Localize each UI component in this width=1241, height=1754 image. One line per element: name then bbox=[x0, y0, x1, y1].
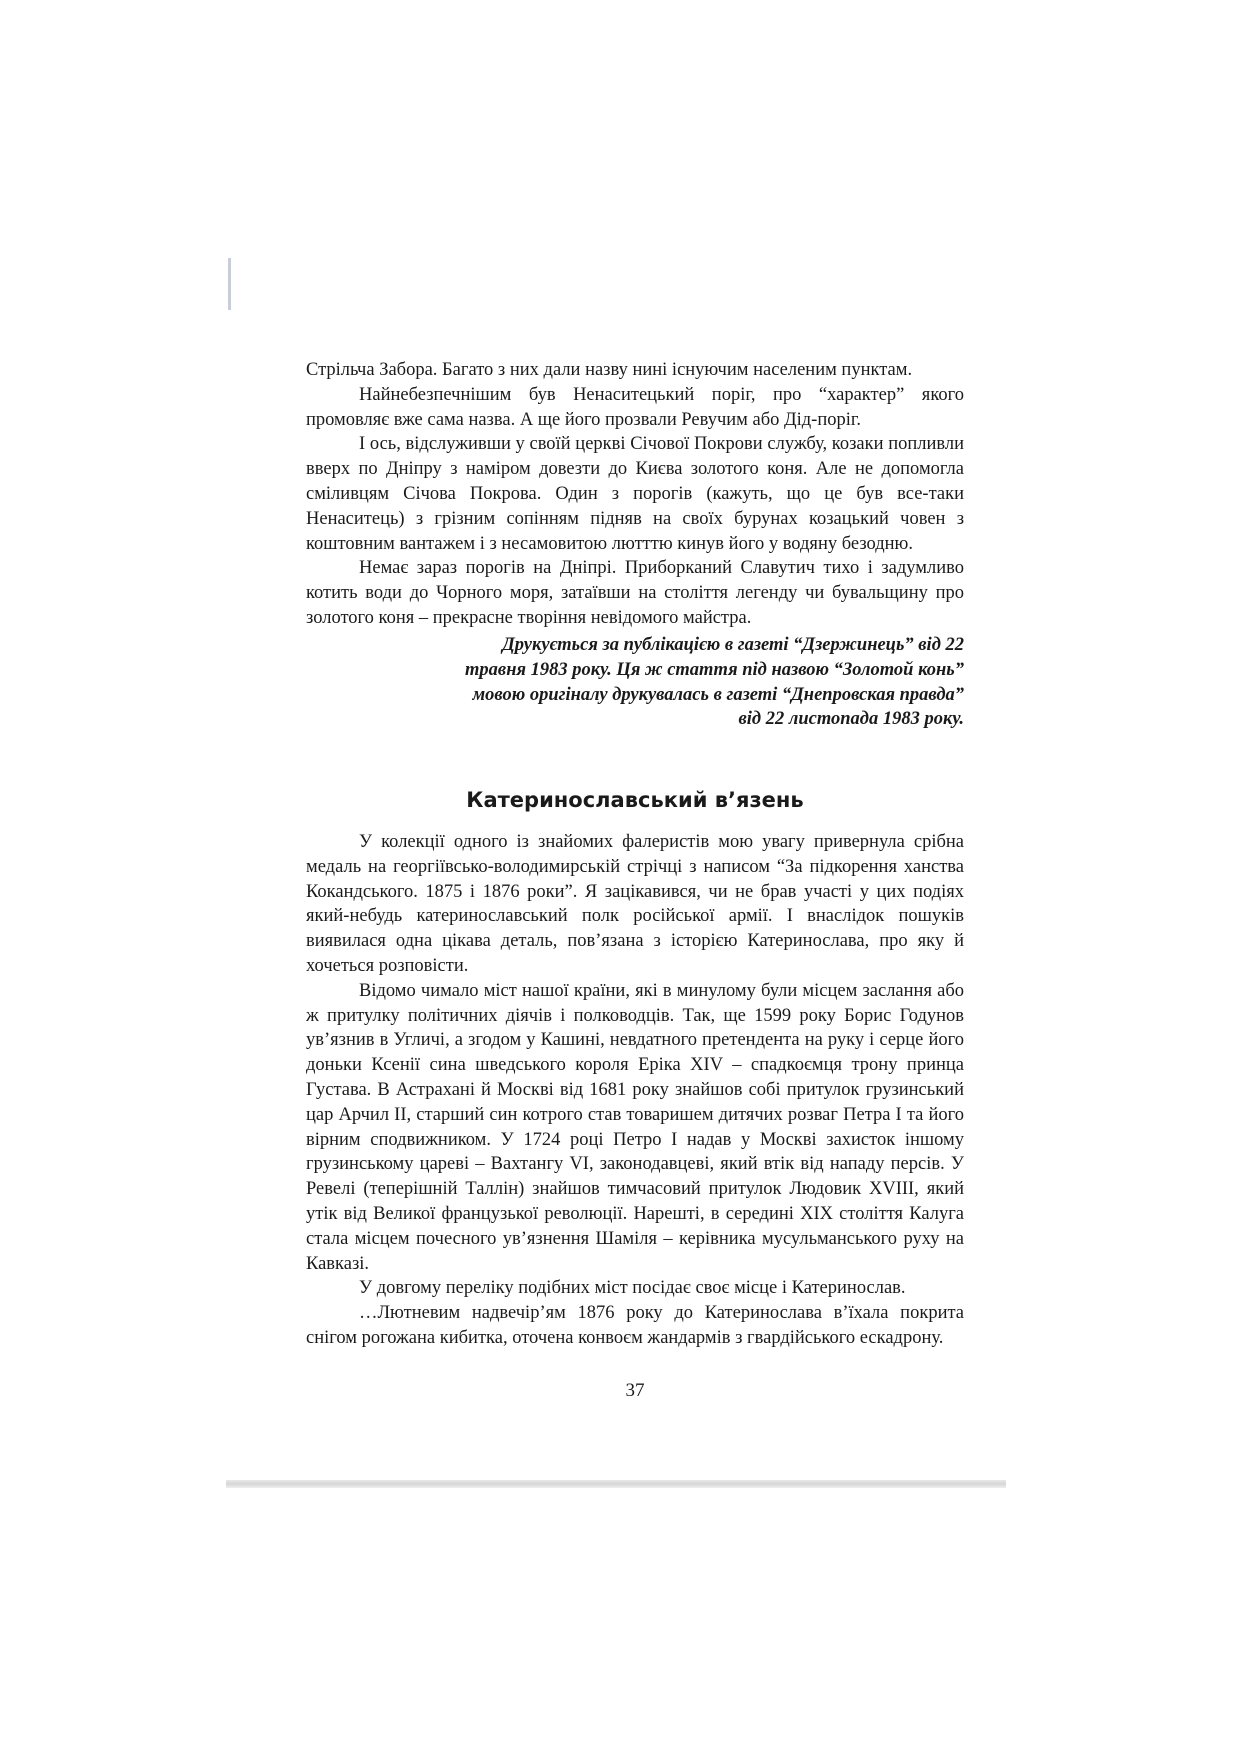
article-text bbox=[306, 830, 964, 1351]
source-note-line: травня 1983 року. Ця ж стаття під назвою “Золотой конь” bbox=[465, 659, 964, 680]
source-note-line: від 22 листопада 1983 року. bbox=[738, 709, 964, 730]
article-title: Катеринославський в’язень bbox=[466, 788, 804, 812]
paragraph: У довгому переліку подібних міст посідає своє місце і Катеринослав. bbox=[359, 1278, 906, 1299]
scan-edge-shadow bbox=[226, 1480, 1006, 1488]
source-note-line: Друкується за публікацією в газеті “Дзержинець” від 22 bbox=[502, 635, 964, 655]
paragraph: І ось, відслуживши у своїй церкві Січової Покрови службу, козаки попливли вверх по Дніпру з наміром довезти до Києва золотого коня. Але не допомогла сміливцям Січова Покрова. Один з порогів (кажуть, що це був все-таки Ненаситець) з грізним сопінням підняв на своїх бурунах козацький човен з коштовним вантажем і з несамовитою лютттю кинув його у водяну безодню. bbox=[306, 434, 964, 554]
paragraph: Немає зараз порогів на Дніпрі. Приборканий Славутич тихо і задумливо котить води до Чорного моря, затаївши на століття легенду чи бувальщину про золотого коня – прекрасне творіння невідомого майстра. bbox=[306, 558, 964, 628]
continuation-text bbox=[306, 358, 964, 631]
scan-edge-mark bbox=[228, 258, 231, 310]
source-note-line: мовою оригіналу друкувалась в газеті “Днепровская правда” bbox=[472, 684, 964, 705]
paragraph: …Лютневим надвечір’ям 1876 року до Катеринослава в’їхала покрита снігом рогожана кибитка, оточена конвоєм жандармів з гвардійського ескадрону. bbox=[306, 1303, 964, 1348]
paragraph: У колекції одного із знайомих фалеристів мою увагу привернула срібна медаль на георгіївсько-володимирській стрічці з написом “За підкорення ханства Кокандського. 1875 і 1876 роки”. Я зацікавився, чи не брав участі у цих подіях який-небудь катеринославський полк російської армії. І внаслідок пошуків виявилася одна цікава деталь, пов’язана з історією Катеринослава, про яку й хочеться розповісти. bbox=[306, 832, 964, 976]
paragraph: Стрільча Забора. Багато з них дали назву нині існуючим населеним пунктам. bbox=[306, 360, 913, 380]
page-number: 37 bbox=[625, 1380, 645, 1401]
paragraph: Найнебезпечнішим був Ненаситецький поріг, про “характер” якого промовляє вже сама назва. А ще його прозвали Ревучим або Дід-поріг. bbox=[306, 384, 964, 430]
source-note bbox=[420, 633, 964, 732]
paragraph: Відомо чимало міст нашої країни, які в минулому були місцем заслання або ж притулку політичних діячів і полководців. Так, ще 1599 року Борис Годунов ув’язнив в Угличі, а згодом у Кашині, невдатного претендента на руку і серце його доньки Ксенії сина шведського короля Еріка XIV – спадкоємця трону принца Густава. В Астрахані й Москві від 1681 року знайшов собі притулок грузинський цар Арчил ІІ, старший син котрого став товаришем дитячих розваг Петра І та його вірним сподвижником. У 1724 році Петро І надав у Москві захисток іншому грузинському цареві – Вахтангу VI, законодавцеві, який втік від нападу персів. У Ревелі (теперішній Таллін) знайшов тимчасовий притулок Людовик XVIII, який утік від Великої французької революції. Нарешті, в середині ХІХ століття Калуга стала місцем почесного ув’язнення Шаміля – керівника мусульманського руху на Кавказі. bbox=[306, 980, 964, 1274]
